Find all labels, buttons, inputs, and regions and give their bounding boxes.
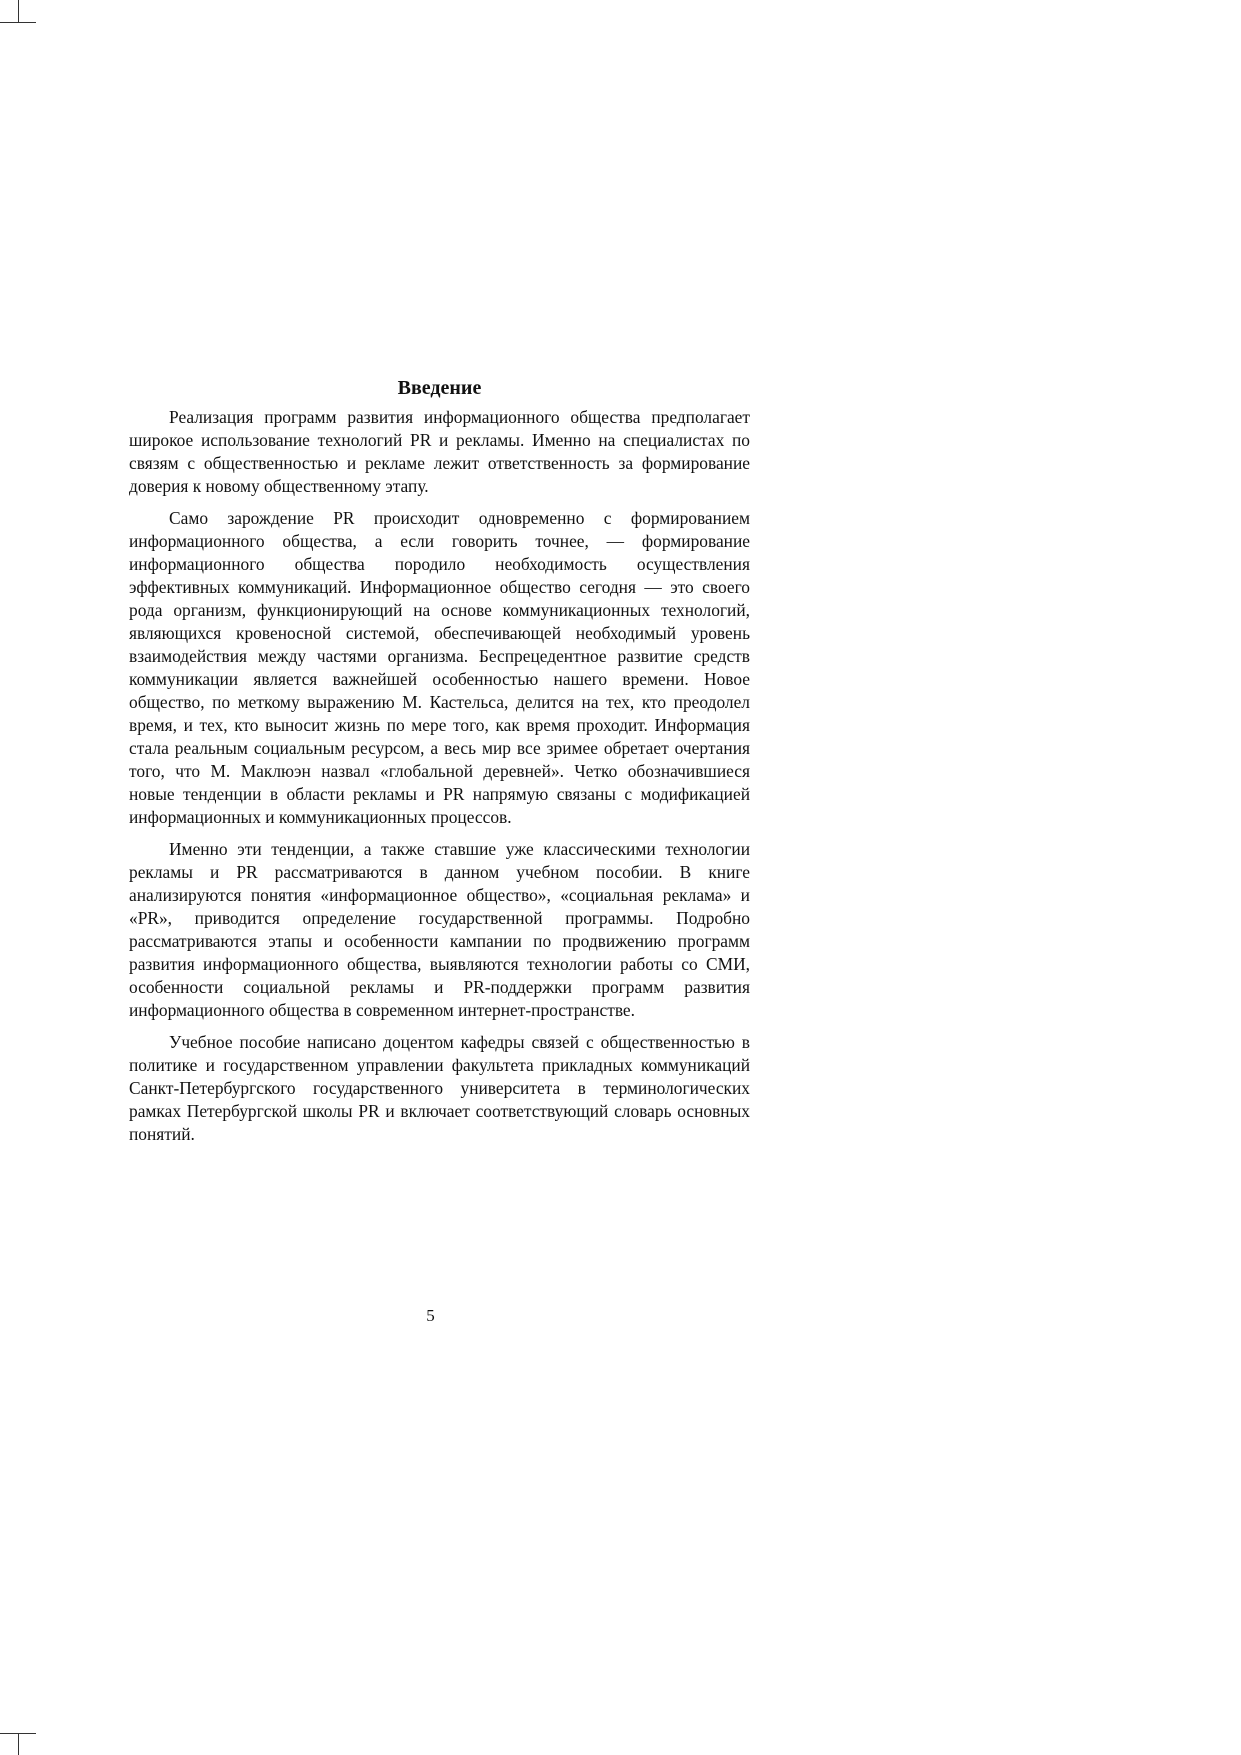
crop-mark-top-left-vertical — [18, 0, 19, 22]
page-number: 5 — [426, 1306, 435, 1325]
paragraph-2: Само зарождение PR происходит одновременно с формированием информационного общества, а если говорить точнее, — формирование информационного общества породило необходимость осуществления эффективных коммуникаций. Информационное общество сегодня — это своего рода организм, функционирующий на основе коммуникационных технологий, являющихся кровеносной системой, обеспечивающей необходимый уровень взаимодействия между частями организма. Беспрецедентное развитие средств коммуникации является важнейшей особенностью нашего времени. Новое общество, по меткому выражению М. Кастельса, делится на тех, кто преодолел время, и тех, кто выносит жизнь по мере того, как время проходит. Информация стала реальным социальным ресурсом, а весь мир все зримее обретает очертания того, что М. Маклюэн назвал «глобальной деревней». Четко обозначившиеся новые тенденции в области рекламы и PR напрямую связаны с модификацией информационных и коммуникационных процессов. — [129, 508, 750, 827]
paragraph-4: Учебное пособие написано доцентом кафедры связей с общественностью в политике и государственном управлении факультета прикладных коммуникаций Санкт-Петербургского государственного университета в терминологических рамках Петербургской школы PR и включает соответствующий словарь основных понятий. — [129, 1032, 750, 1144]
crop-mark-bottom-left-horizontal — [0, 1733, 36, 1734]
section-heading: Введение — [397, 377, 482, 399]
crop-mark-bottom-left-vertical — [18, 1734, 19, 1755]
paragraph-3: Именно эти тенденции, а также ставшие уже классическими технологии рекламы и PR рассматриваются в данном учебном пособии. В книге анализируются понятия «информационное общество», «социальная реклама» и «PR», приводится определение государственной программы. Подробно рассматриваются этапы и особенности кампании по продвижению программ развития информационного общества, выявляются технологии работы со СМИ, особенности социальной рекламы и PR-поддержки программ развития информационного общества в современном интернет-пространстве. — [129, 839, 750, 1020]
page-number-container — [0, 1306, 1241, 1326]
page-content — [129, 376, 750, 1155]
paragraph-1: Реализация программ развития информационного общества предполагает широкое использование технологий PR и рекламы. Именно на специалистах по связям с общественностью и рекламе лежит ответственность за формирование доверия к новому общественному этапу. — [129, 407, 750, 496]
crop-mark-top-left-horizontal — [0, 22, 36, 23]
